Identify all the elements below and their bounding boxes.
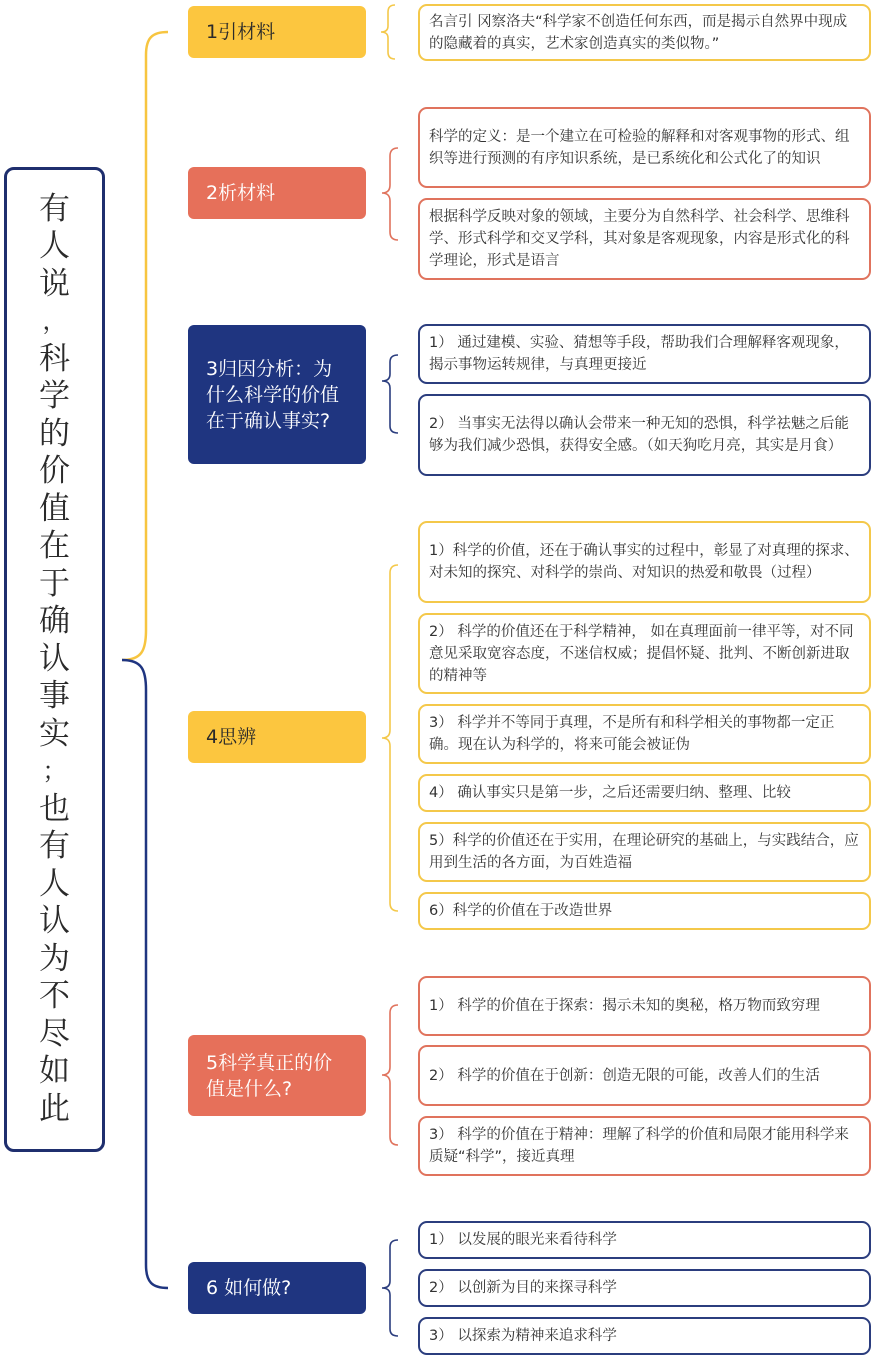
root-connector-lower: [122, 660, 168, 1288]
root-title-char: 说: [39, 265, 70, 302]
branch-item-text: 5）科学的价值还在于实用，在理论研究的基础上，与实践结合，应用到生活的各方面，为百姓造福: [429, 833, 859, 871]
branch-item-text: 1） 以发展的眼光来看待科学: [429, 1232, 617, 1248]
branch-item-text: 名言引 冈察洛夫“科学家不创造任何东西，而是揭示自然界中现成的隐藏着的真实，艺术家创造真实的类似物。”: [429, 13, 848, 52]
branch-4-item-5[interactable]: [418, 822, 871, 882]
root-title-char: 人: [39, 865, 70, 902]
branch-6-item-2[interactable]: [418, 1269, 871, 1307]
root-title-char: 于: [39, 565, 70, 602]
branch-topic-label: 5科学真正的价值是什么?: [206, 1051, 333, 1100]
brace-branch-6: [382, 1240, 398, 1336]
brace-branch-1: [381, 5, 395, 59]
branch-item-text: 1） 通过建模、实验、猜想等手段，帮助我们合理解释客观现象，揭示事物运转规律，与真理更接近: [429, 335, 849, 373]
brace-branch-4: [382, 565, 398, 911]
branch-item-text: 2） 以创新为目的来探寻科学: [429, 1280, 617, 1296]
branch-topic-label: 3归因分析：为什么科学的价值在于确认事实?: [206, 357, 340, 432]
root-topic[interactable]: [4, 167, 105, 1152]
branch-topic-2[interactable]: [188, 167, 366, 219]
root-title-char: ，: [42, 307, 67, 336]
root-title-char: 尽: [39, 1015, 70, 1052]
root-title-char: ；: [42, 757, 67, 786]
branch-4-item-2[interactable]: [418, 613, 871, 694]
branch-item-text: 1） 科学的价值在于探索：揭示未知的奥秘，格万物而致穷理: [429, 998, 820, 1014]
branch-item-text: 科学的定义：是一个建立在可检验的解释和对客观事物的形式、组织等进行预测的有序知识系统，是已系统化和公式化了的知识: [429, 128, 850, 167]
brace-branch-3: [382, 355, 398, 433]
branch-item-text: 6）科学的价值在于改造世界: [429, 903, 613, 919]
branch-topic-3[interactable]: [188, 325, 366, 464]
branch-topic-label: 4思辨: [206, 726, 257, 748]
root-title-char: 在: [39, 528, 70, 565]
branch-3-item-2[interactable]: [418, 394, 871, 476]
root-title-char: 科: [39, 340, 70, 377]
branch-3-item-1[interactable]: [418, 324, 871, 384]
branch-2-item-2[interactable]: [418, 198, 871, 280]
root-title-char: 认: [39, 640, 70, 677]
branch-topic-label: 1引材料: [206, 21, 276, 43]
root-title-char: 值: [39, 490, 70, 527]
root-title-char: 此: [39, 1090, 70, 1127]
branch-4-item-3[interactable]: [418, 704, 871, 764]
root-title-char: 人: [39, 228, 70, 265]
root-connector-upper: [122, 32, 168, 660]
root-title-char: 有: [39, 828, 70, 865]
branch-item-text: 根据科学反映对象的领域，主要分为自然科学、社会科学、思维科学、形式科学和交叉学科，其对象是客观现象，内容是形式化的科学理论，形式是语言: [429, 209, 850, 269]
branch-4-item-6[interactable]: [418, 892, 871, 930]
root-title-char: 实: [39, 715, 70, 752]
branch-1-item-1[interactable]: [418, 4, 871, 61]
branch-6-item-3[interactable]: [418, 1317, 871, 1355]
root-title-char: 不: [39, 978, 70, 1015]
branch-item-text: 2） 当事实无法得以确认会带来一种无知的恐惧，科学祛魅之后能够为我们减少恐惧，获得安全感。（如天狗吃月亮，其实是月食）: [429, 416, 849, 454]
root-title-char: 为: [39, 940, 70, 977]
branch-topic-label: 6 如何做?: [206, 1277, 292, 1299]
branch-item-text: 3） 科学并不等同于真理，不是所有和科学相关的事物都一定正确。现在认为科学的，将来可能会被证伪: [429, 715, 835, 753]
root-title-char: 价: [39, 453, 70, 490]
branch-item-text: 4） 确认事实只是第一步，之后还需要归纳、整理、比较: [429, 785, 791, 801]
branch-topic-6[interactable]: [188, 1262, 366, 1314]
branch-item-text: 3） 以探索为精神来追求科学: [429, 1328, 617, 1344]
branch-item-text: 2） 科学的价值在于创新：创造无限的可能，改善人们的生活: [429, 1067, 820, 1084]
branch-4-item-1[interactable]: [418, 521, 871, 603]
branch-topic-4[interactable]: [188, 711, 366, 763]
branch-5-item-1[interactable]: [418, 976, 871, 1036]
branch-2-item-1[interactable]: [418, 107, 871, 188]
branch-topic-label: 2析材料: [206, 182, 276, 204]
branch-item-text: 3） 科学的价值在于精神：理解了科学的价值和局限才能用科学来质疑“科学”，接近真理: [429, 1127, 849, 1165]
branch-item-text: 1）科学的价值，还在于确认事实的过程中，彰显了对真理的探求、对未知的探究、对科学的崇尚、对知识的热爱和敬畏（过程）: [429, 543, 859, 581]
root-title-char: 认: [39, 903, 70, 940]
root-title-char: 事: [39, 678, 70, 715]
branch-item-text: 2） 科学的价值还在于科学精神， 如在真理面前一律平等，对不同意见采取宽容态度，不迷信权威；提倡怀疑、批判、不断创新进取的精神等: [429, 623, 854, 684]
branch-topic-1[interactable]: [188, 6, 366, 58]
root-title-char: 的: [39, 415, 70, 452]
brace-branch-2: [382, 148, 398, 240]
branch-topic-5[interactable]: [188, 1035, 366, 1116]
branch-5-item-2[interactable]: [418, 1045, 871, 1106]
branch-6-item-1[interactable]: [418, 1221, 871, 1259]
root-title-char: 确: [39, 603, 70, 640]
root-title-char: 也: [39, 790, 70, 827]
root-title-char: 有: [39, 190, 70, 227]
branch-5-item-3[interactable]: [418, 1116, 871, 1176]
branch-4-item-4[interactable]: [418, 774, 871, 812]
root-title-char: 如: [39, 1053, 70, 1090]
root-title-char: 学: [39, 378, 70, 415]
brace-branch-5: [382, 1005, 398, 1145]
